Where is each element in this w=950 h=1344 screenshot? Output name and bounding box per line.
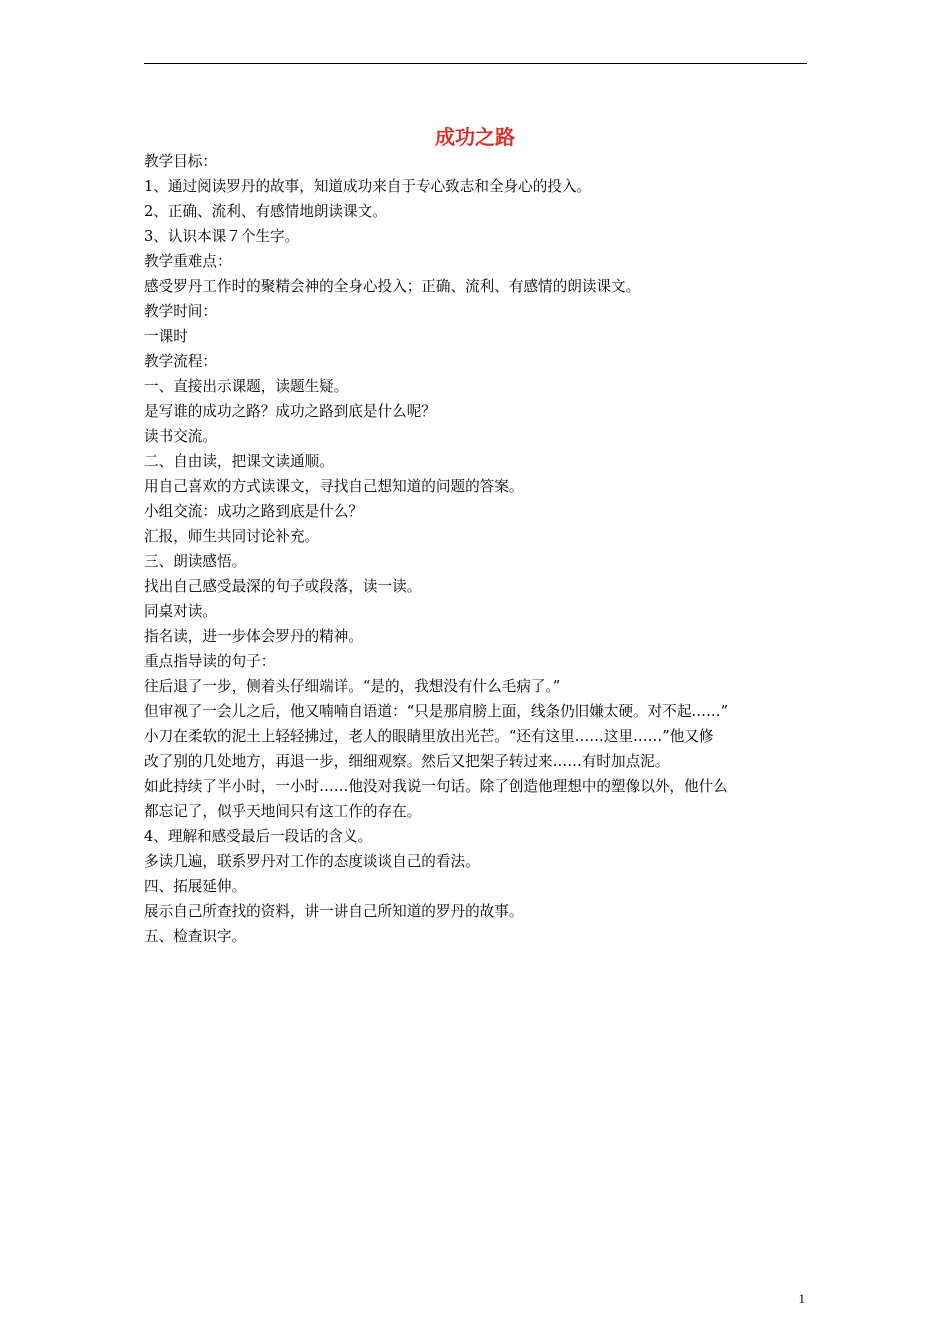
body-line: 一课时 bbox=[144, 328, 188, 345]
page-number: 1 bbox=[798, 1291, 805, 1306]
body-line: 多读几遍，联系罗丹对工作的态度谈谈自己的看法。 bbox=[144, 853, 480, 870]
body-line: 同桌对读。 bbox=[144, 603, 217, 620]
body-line: 小刀在柔软的泥土上轻轻拂过，老人的眼睛里放出光芒。“还有这里……这里……”他又修 bbox=[144, 728, 714, 745]
body-line: 二、自由读，把课文读通顺。 bbox=[144, 453, 334, 470]
body-line: 教学目标： bbox=[144, 153, 217, 170]
body-line: 五、检查识字。 bbox=[144, 928, 247, 945]
body-line: 4、理解和感受最后一段话的含义。 bbox=[144, 828, 373, 845]
body-line: 2、正确、流利、有感情地朗读课文。 bbox=[144, 203, 387, 220]
body-line: 都忘记了，似乎天地间只有这工作的存在。 bbox=[144, 803, 422, 820]
body-line: 改了别的几处地方，再退一步，细细观察。然后又把架子转过来……有时加点泥。 bbox=[144, 753, 670, 770]
body-line: 三、朗读感悟。 bbox=[144, 553, 247, 570]
body-line: 找出自己感受最深的句子或段落，读一读。 bbox=[144, 578, 422, 595]
body-line: 但审视了一会儿之后，他又喃喃自语道：“只是那肩膀上面，线条仍旧嫌太硬。对不起……” bbox=[144, 703, 729, 720]
body-line: 如此持续了半小时，一小时……他没对我说一句话。除了创造他理想中的塑像以外，他什么 bbox=[144, 778, 728, 795]
body-line: 指名读，进一步体会罗丹的精神。 bbox=[144, 628, 363, 645]
body-line: 1、通过阅读罗丹的故事，知道成功来自于专心致志和全身心的投入。 bbox=[144, 178, 592, 195]
document-body bbox=[144, 149, 812, 949]
body-line: 四、拓展延伸。 bbox=[144, 878, 247, 895]
body-line: 用自己喜欢的方式读课文，寻找自己想知道的问题的答案。 bbox=[144, 478, 524, 495]
header-rule bbox=[144, 63, 807, 64]
body-line: 读书交流。 bbox=[144, 428, 217, 445]
body-line: 教学时间： bbox=[144, 303, 217, 320]
body-line: 展示自己所查找的资料，讲一讲自己所知道的罗丹的故事。 bbox=[144, 903, 524, 920]
body-line: 教学流程： bbox=[144, 353, 217, 370]
body-line: 3、认识本课７个生字。 bbox=[144, 228, 300, 245]
body-line: 一、直接出示课题，读题生疑。 bbox=[144, 378, 349, 395]
body-line: 教学重难点： bbox=[144, 253, 232, 270]
body-line: 是写谁的成功之路？成功之路到底是什么呢？ bbox=[144, 403, 436, 420]
body-line: 往后退了一步，侧着头仔细端详。“是的，我想没有什么毛病了。” bbox=[144, 678, 561, 695]
body-line: 感受罗丹工作时的聚精会神的全身心投入；正确、流利、有感情的朗读课文。 bbox=[144, 278, 641, 295]
body-line: 小组交流：成功之路到底是什么？ bbox=[144, 503, 363, 520]
body-line: 重点指导读的句子： bbox=[144, 653, 276, 670]
document-title: 成功之路 bbox=[435, 125, 515, 149]
body-line: 汇报，师生共同讨论补充。 bbox=[144, 528, 320, 545]
